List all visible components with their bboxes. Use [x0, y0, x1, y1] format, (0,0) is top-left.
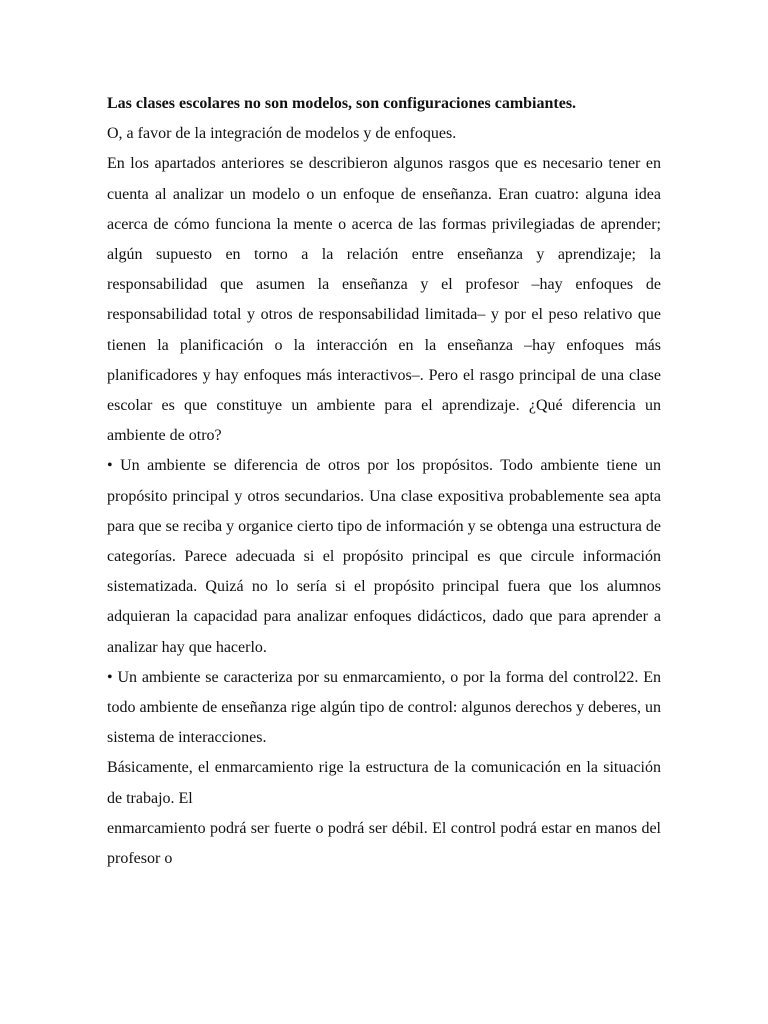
subtitle-paragraph: O, a favor de la integración de modelos y de enfoques. [107, 125, 457, 143]
control-paragraph: enmarcamiento podrá ser fuerte o podrá ser débil. El control podrá estar en manos del profesor o [107, 819, 661, 868]
document-body [107, 89, 661, 874]
purpose-bullet-paragraph: • Un ambiente se diferencia de otros por los propósitos. Todo ambiente tiene un propósito principal y otros secundarios. Una clase expositiva probablemente sea apta para que se reciba y organice cierto tipo de información y se obtenga una estructura de categorías. Parece adecuada si el propósito principal es que circule información sistematizada. Quizá no lo sería si el propósito principal fuera que los alumnos adquieran la capacidad para analizar enfoques didácticos, dado que para aprender a analizar hay que hacerlo. [107, 457, 661, 656]
document-title: Las clases escolares no son modelos, son configuraciones cambiantes. [107, 95, 577, 112]
framing-detail-paragraph: Básicamente, el enmarcamiento rige la estructura de la comunicación en la situación de trabajo. El [107, 759, 661, 807]
framing-bullet-paragraph: • Un ambiente se caracteriza por su enmarcamiento, o por la forma del control22. En todo ambiente de enseñanza rige algún tipo de control: algunos derechos y deberes, un sistema de interacciones. [107, 668, 661, 747]
intro-paragraph: En los apartados anteriores se describieron algunos rasgos que es necesario tener en cuenta al analizar un modelo o un enfoque de enseñanza. Eran cuatro: alguna idea acerca de cómo funciona la mente o acerca de las formas privilegiadas de aprender; algún supuesto en torno a la relación entre enseñanza y aprendizaje; la responsabilidad que asumen la enseñanza y el profesor –hay enfoques de responsabilidad total y otros de responsabilidad limitada– y por el peso relativo que tienen la planificación o la interacción en la enseñanza –hay enfoques más planificadores y hay enfoques más interactivos–. Pero el rasgo principal de una clase escolar es que constituye un ambiente para el aprendizaje. ¿Qué diferencia un ambiente de otro? [107, 155, 661, 445]
